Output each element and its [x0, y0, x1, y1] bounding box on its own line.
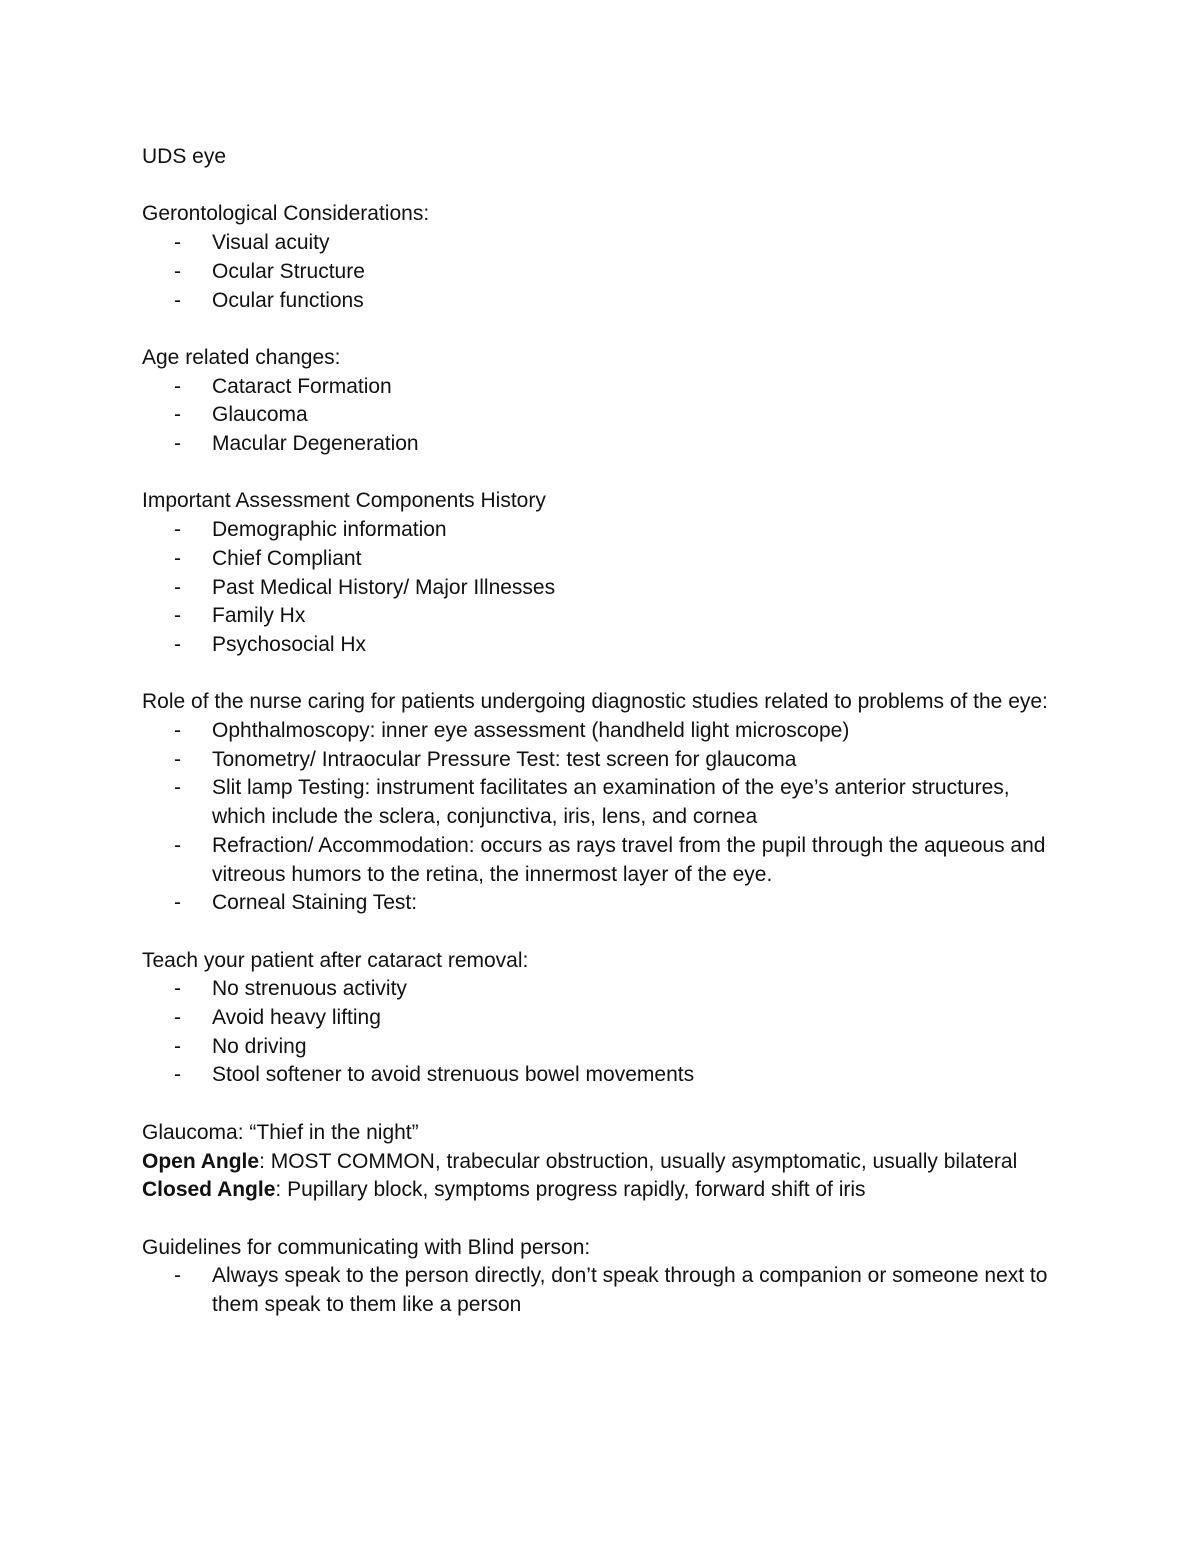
dash-marker: - [174, 432, 181, 455]
list-item-text: Stool softener to avoid strenuous bowel movements [212, 1063, 695, 1087]
list-item-text: Cataract Formation [212, 374, 392, 398]
dash-marker: - [174, 231, 181, 255]
list-item [142, 746, 1062, 775]
list-item-text: Family Hx [212, 604, 306, 628]
spacer [142, 315, 1062, 344]
list-item [142, 631, 1062, 660]
list-assessment [142, 516, 1062, 660]
list-item [142, 545, 1062, 574]
list-item [142, 1061, 1062, 1090]
spacer [142, 1090, 1062, 1119]
dash-marker: - [174, 977, 181, 1001]
list-item-text: Avoid heavy lifting [212, 1006, 381, 1030]
closed-angle-label: Closed Angle [142, 1178, 276, 1202]
spacer [142, 660, 1062, 689]
list-item [142, 373, 1062, 402]
list-item-text: Tonometry/ Intraocular Pressure Test: test screen for glaucoma [212, 747, 797, 771]
document-title: UDS eye [142, 145, 227, 168]
list-item [142, 602, 1062, 631]
list-item-text: Ocular Structure [212, 259, 365, 283]
list-item-text: Refraction/ Accommodation: occurs as rays travel from the pupil through the aqueous and vitreous humors to the retina, the innermost layer of the eye. [212, 833, 1046, 886]
dash-marker: - [174, 604, 181, 628]
list-item-text: Past Medical History/ Major Illnesses [212, 575, 556, 599]
list-item-text: Demographic information [212, 518, 447, 542]
dash-marker: - [174, 1063, 181, 1087]
list-nurse-role [142, 717, 1062, 918]
dash-marker: - [174, 518, 181, 542]
list-item [142, 516, 1062, 545]
dash-marker: - [174, 259, 181, 283]
list-item [142, 1033, 1062, 1062]
list-item [142, 975, 1062, 1004]
list-item [142, 889, 1062, 918]
list-item [142, 574, 1062, 603]
spacer [142, 172, 1062, 201]
list-item [142, 832, 1062, 889]
list-item [142, 229, 1062, 258]
list-blind [142, 1262, 1062, 1319]
section-heading-assessment: Important Assessment Components History [142, 489, 546, 513]
dash-marker: - [174, 833, 181, 857]
list-item-text: Visual acuity [212, 231, 330, 255]
glaucoma-closed-angle [142, 1176, 1062, 1205]
document-body [142, 143, 1062, 1320]
list-item-text: Slit lamp Testing: instrument facilitates an examination of the eye’s anterior structures, which include the sclera, conjunctiva, iris, lens, and cornea [212, 776, 1010, 829]
list-item [142, 258, 1062, 287]
list-item-text: Corneal Staining Test: [212, 891, 418, 915]
list-item [142, 401, 1062, 430]
list-item [142, 430, 1062, 459]
dash-marker: - [174, 403, 181, 427]
spacer [142, 1205, 1062, 1234]
open-angle-label: Open Angle [142, 1149, 260, 1173]
section-heading-glaucoma: Glaucoma: “Thief in the night” [142, 1120, 419, 1144]
spacer [142, 918, 1062, 947]
open-angle-text: : MOST COMMON, trabecular obstruction, usually asymptomatic, usually bilateral [259, 1149, 1018, 1173]
dash-marker: - [174, 719, 181, 742]
list-item [142, 287, 1062, 316]
dash-marker: - [174, 575, 181, 599]
section-heading-blind: Guidelines for communicating with Blind person: [142, 1235, 591, 1259]
dash-marker: - [174, 1264, 181, 1288]
section-heading-cataract-teaching: Teach your patient after cataract removal: [142, 948, 529, 972]
list-gerontological [142, 229, 1062, 315]
list-item-text: No strenuous activity [212, 977, 407, 1001]
list-item-text: No driving [212, 1034, 307, 1058]
list-item-text: Chief Compliant [212, 546, 362, 570]
list-item [142, 1262, 1062, 1319]
list-item-text: Always speak to the person directly, don’t speak through a companion or someone next to them speak to them like a person [212, 1264, 1048, 1317]
list-item [142, 774, 1062, 831]
dash-marker: - [174, 632, 181, 656]
section-heading-nurse-role: Role of the nurse caring for patients undergoing diagnostic studies related to problems of the eye: [142, 690, 1048, 714]
glaucoma-open-angle [142, 1148, 1062, 1177]
dash-marker: - [174, 1034, 181, 1058]
list-item-text: Macular Degeneration [212, 432, 419, 455]
list-item-text: Psychosocial Hx [212, 632, 367, 656]
closed-angle-text: : Pupillary block, symptoms progress rapidly, forward shift of iris [275, 1178, 866, 1202]
list-item-text: Ophthalmoscopy: inner eye assessment (handheld light microscope) [212, 719, 850, 742]
spacer [142, 459, 1062, 488]
dash-marker: - [174, 1006, 181, 1030]
list-age-changes [142, 373, 1062, 459]
dash-marker: - [174, 891, 181, 915]
section-heading-age-changes: Age related changes: [142, 345, 341, 369]
list-item-text: Glaucoma [212, 403, 308, 427]
dash-marker: - [174, 546, 181, 570]
list-item-text: Ocular functions [212, 288, 364, 312]
dash-marker: - [174, 288, 181, 312]
list-item [142, 717, 1062, 746]
dash-marker: - [174, 776, 181, 800]
dash-marker: - [174, 747, 181, 771]
list-cataract-teaching [142, 975, 1062, 1090]
list-item [142, 1004, 1062, 1033]
dash-marker: - [174, 374, 181, 398]
section-heading-gerontological: Gerontological Considerations: [142, 202, 430, 226]
